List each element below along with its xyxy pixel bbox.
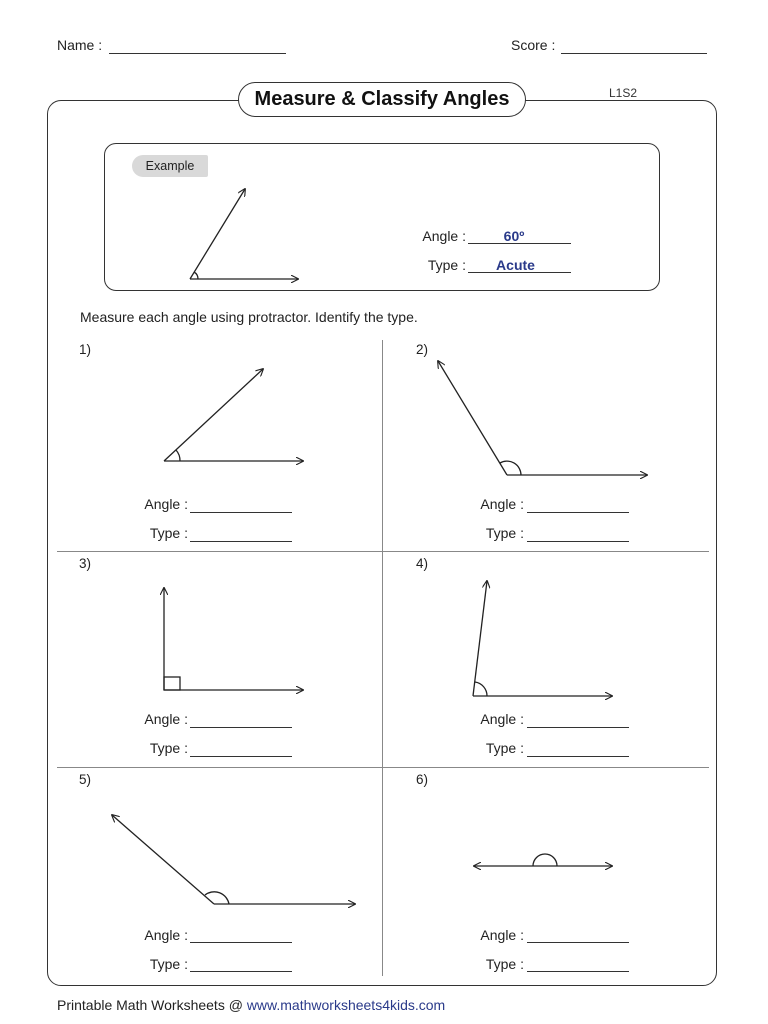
worksheet-code: L1S2 (609, 86, 638, 100)
problem-4-type-label: Type : (485, 740, 524, 756)
problem-6-number: 6) (416, 772, 429, 787)
score-label: Score : (511, 37, 556, 53)
problem-4-angle-figure (473, 581, 612, 696)
worksheet-title: Measure & Classify Angles (238, 82, 526, 117)
problem-6-angle-label: Angle : (480, 927, 524, 943)
footer-prefix: Printable Math Worksheets @ (57, 997, 247, 1013)
problem-2-angle-figure (438, 361, 647, 475)
problem-1-angle-figure (164, 369, 303, 461)
problem-3-number: 3) (79, 556, 92, 571)
problem-6-angle-figure (474, 854, 612, 866)
problem-3-angle-figure (164, 588, 303, 690)
problem-3-angle-label: Angle : (144, 711, 188, 727)
problem-2-number: 2) (416, 342, 429, 357)
problem-2-type-label: Type : (485, 525, 524, 541)
footer (57, 997, 445, 1013)
example-type-label: Type : (427, 257, 466, 273)
footer-link[interactable]: www.mathworksheets4kids.com (246, 997, 446, 1013)
problem-5-type-label: Type : (149, 956, 188, 972)
example-angle-label: Angle : (422, 228, 466, 244)
problem-4-angle-label: Angle : (480, 711, 524, 727)
problem-5-angle-label: Angle : (144, 927, 188, 943)
problem-3-type-label: Type : (149, 740, 188, 756)
problem-1-type-label: Type : (149, 525, 188, 541)
example-angle-figure (190, 189, 298, 279)
problem-2-angle-label: Angle : (480, 496, 524, 512)
example-type-value: Acute (496, 257, 535, 273)
problem-6-type-label: Type : (485, 956, 524, 972)
problem-1-number: 1) (79, 342, 92, 357)
example-angle-value: 60º (503, 228, 525, 244)
example-tag: Example (132, 155, 208, 177)
problem-1-angle-label: Angle : (144, 496, 188, 512)
problem-4-number: 4) (416, 556, 429, 571)
problem-5-angle-figure (112, 815, 355, 904)
problem-5-number: 5) (79, 772, 92, 787)
name-label: Name : (57, 37, 103, 53)
instructions: Measure each angle using protractor. Identify the type. (80, 309, 418, 325)
